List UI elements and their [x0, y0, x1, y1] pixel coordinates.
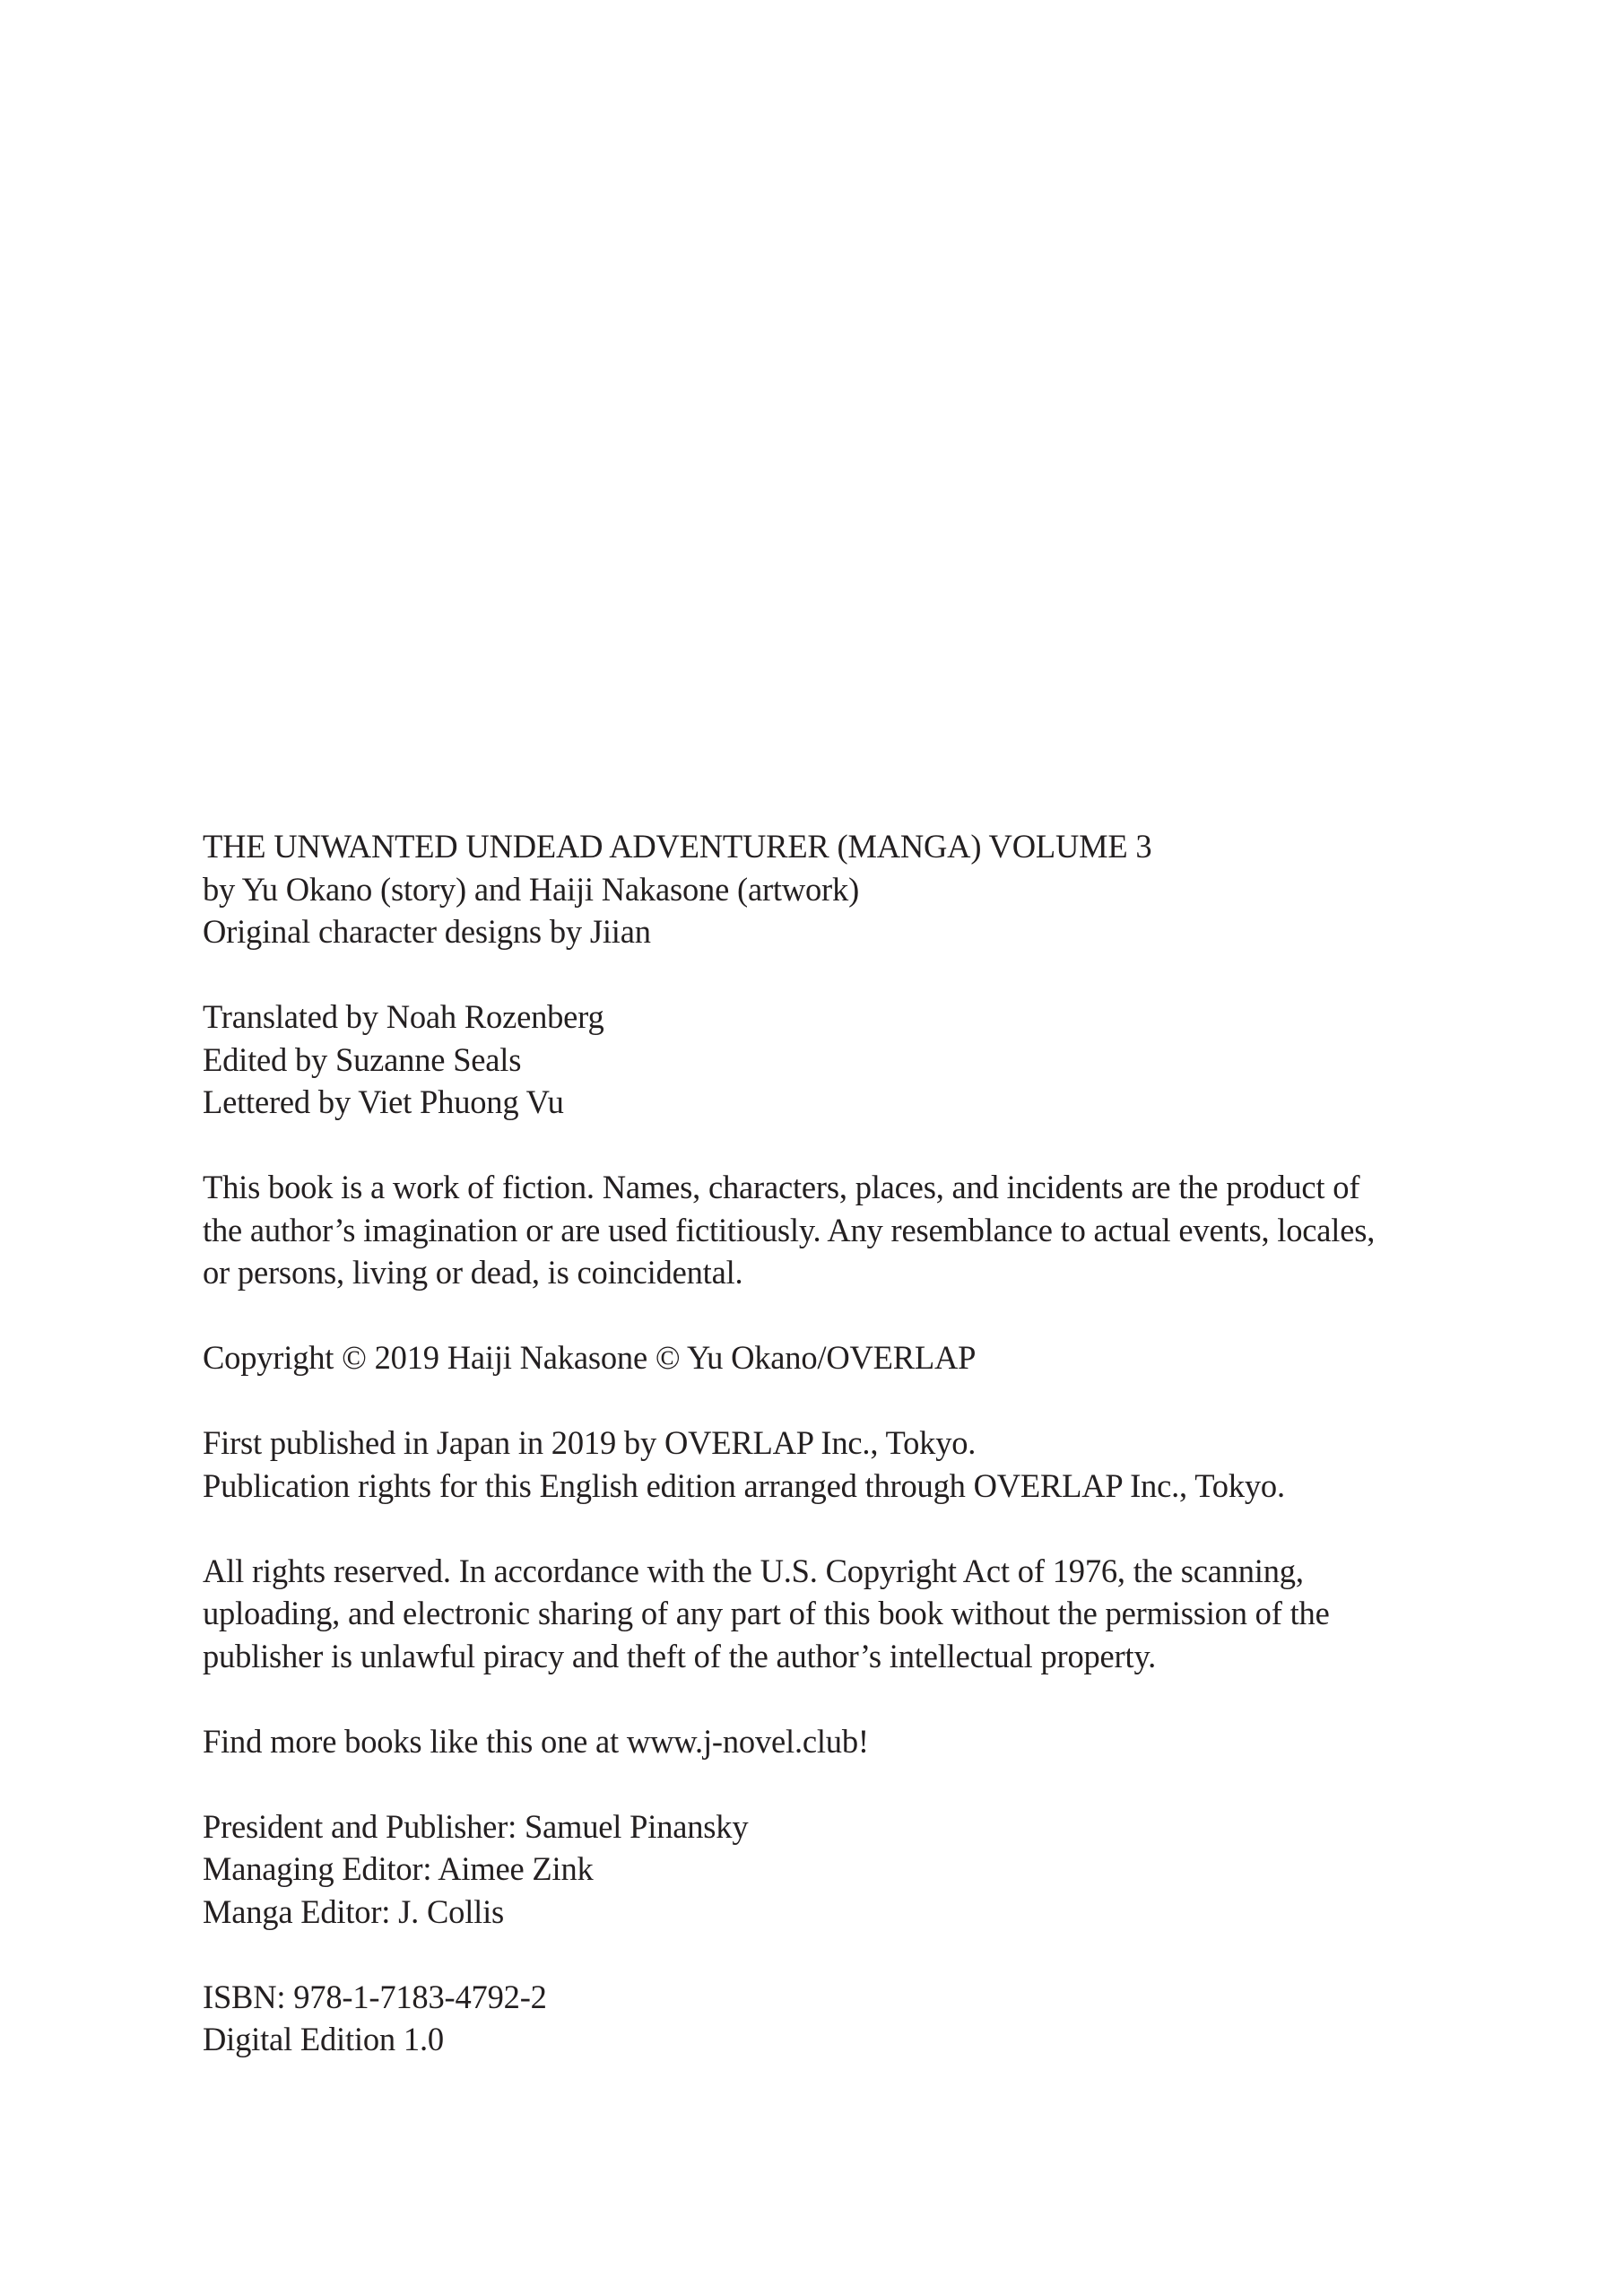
text-line: Original character designs by Jiian — [203, 913, 651, 950]
text-line: publisher is unlawful piracy and theft of the author’s intellectual property. — [203, 1637, 1157, 1674]
text-line: Lettered by Viet Phuong Vu — [203, 1083, 564, 1120]
copyright-notice — [203, 1336, 1375, 1379]
website-promo — [203, 1720, 1375, 1763]
text-line: First published in Japan in 2019 by OVERLAP Inc., Tokyo. — [203, 1424, 977, 1461]
text-line: Edited by Suzanne Seals — [203, 1040, 522, 1078]
text-line: President and Publisher: Samuel Pinansky — [203, 1807, 749, 1845]
text-line: Manga Editor: J. Collis — [203, 1892, 505, 1930]
text-line: This book is a work of fiction. Names, characters, places, and incidents are the product of — [203, 1169, 1360, 1205]
text-line: Copyright © 2019 Haiji Nakasone © Yu Okano/OVERLAP — [203, 1339, 977, 1376]
text-line: Publication rights for this English edition arranged through OVERLAP Inc., Tokyo. — [203, 1466, 1285, 1504]
text-line: Digital Edition 1.0 — [203, 2021, 444, 2057]
text-line: by Yu Okano (story) and Haiji Nakasone (artwork) — [203, 870, 860, 908]
text-line: Managing Editor: Aimee Zink — [203, 1850, 594, 1887]
text-line: All rights reserved. In accordance with the U.S. Copyright Act of 1976, the scanning, — [203, 1552, 1304, 1589]
rights-reserved — [203, 1550, 1375, 1678]
text-line: THE UNWANTED UNDEAD ADVENTURER (MANGA) VOLUME 3 — [203, 828, 1152, 865]
title-credits — [203, 825, 1375, 953]
publisher-staff — [203, 1805, 1375, 1934]
text-line: Find more books like this one at www.j-novel.club! — [203, 1722, 869, 1760]
text-line: ISBN: 978-1-7183-4792-2 — [203, 1978, 547, 2015]
text-line: the author’s imagination or are used fictitiously. Any resemblance to actual events, locales, — [203, 1211, 1376, 1248]
isbn-edition — [203, 1976, 1375, 2061]
copyright-page-text — [203, 825, 1375, 2103]
text-line: or persons, living or dead, is coincidental. — [203, 1254, 743, 1291]
publication-info — [203, 1422, 1375, 1507]
staff-credits — [203, 996, 1375, 1124]
text-line: Translated by Noah Rozenberg — [203, 998, 604, 1035]
text-line: uploading, and electronic sharing of any part of this book without the permission of the — [203, 1595, 1330, 1631]
fiction-disclaimer — [203, 1166, 1375, 1294]
